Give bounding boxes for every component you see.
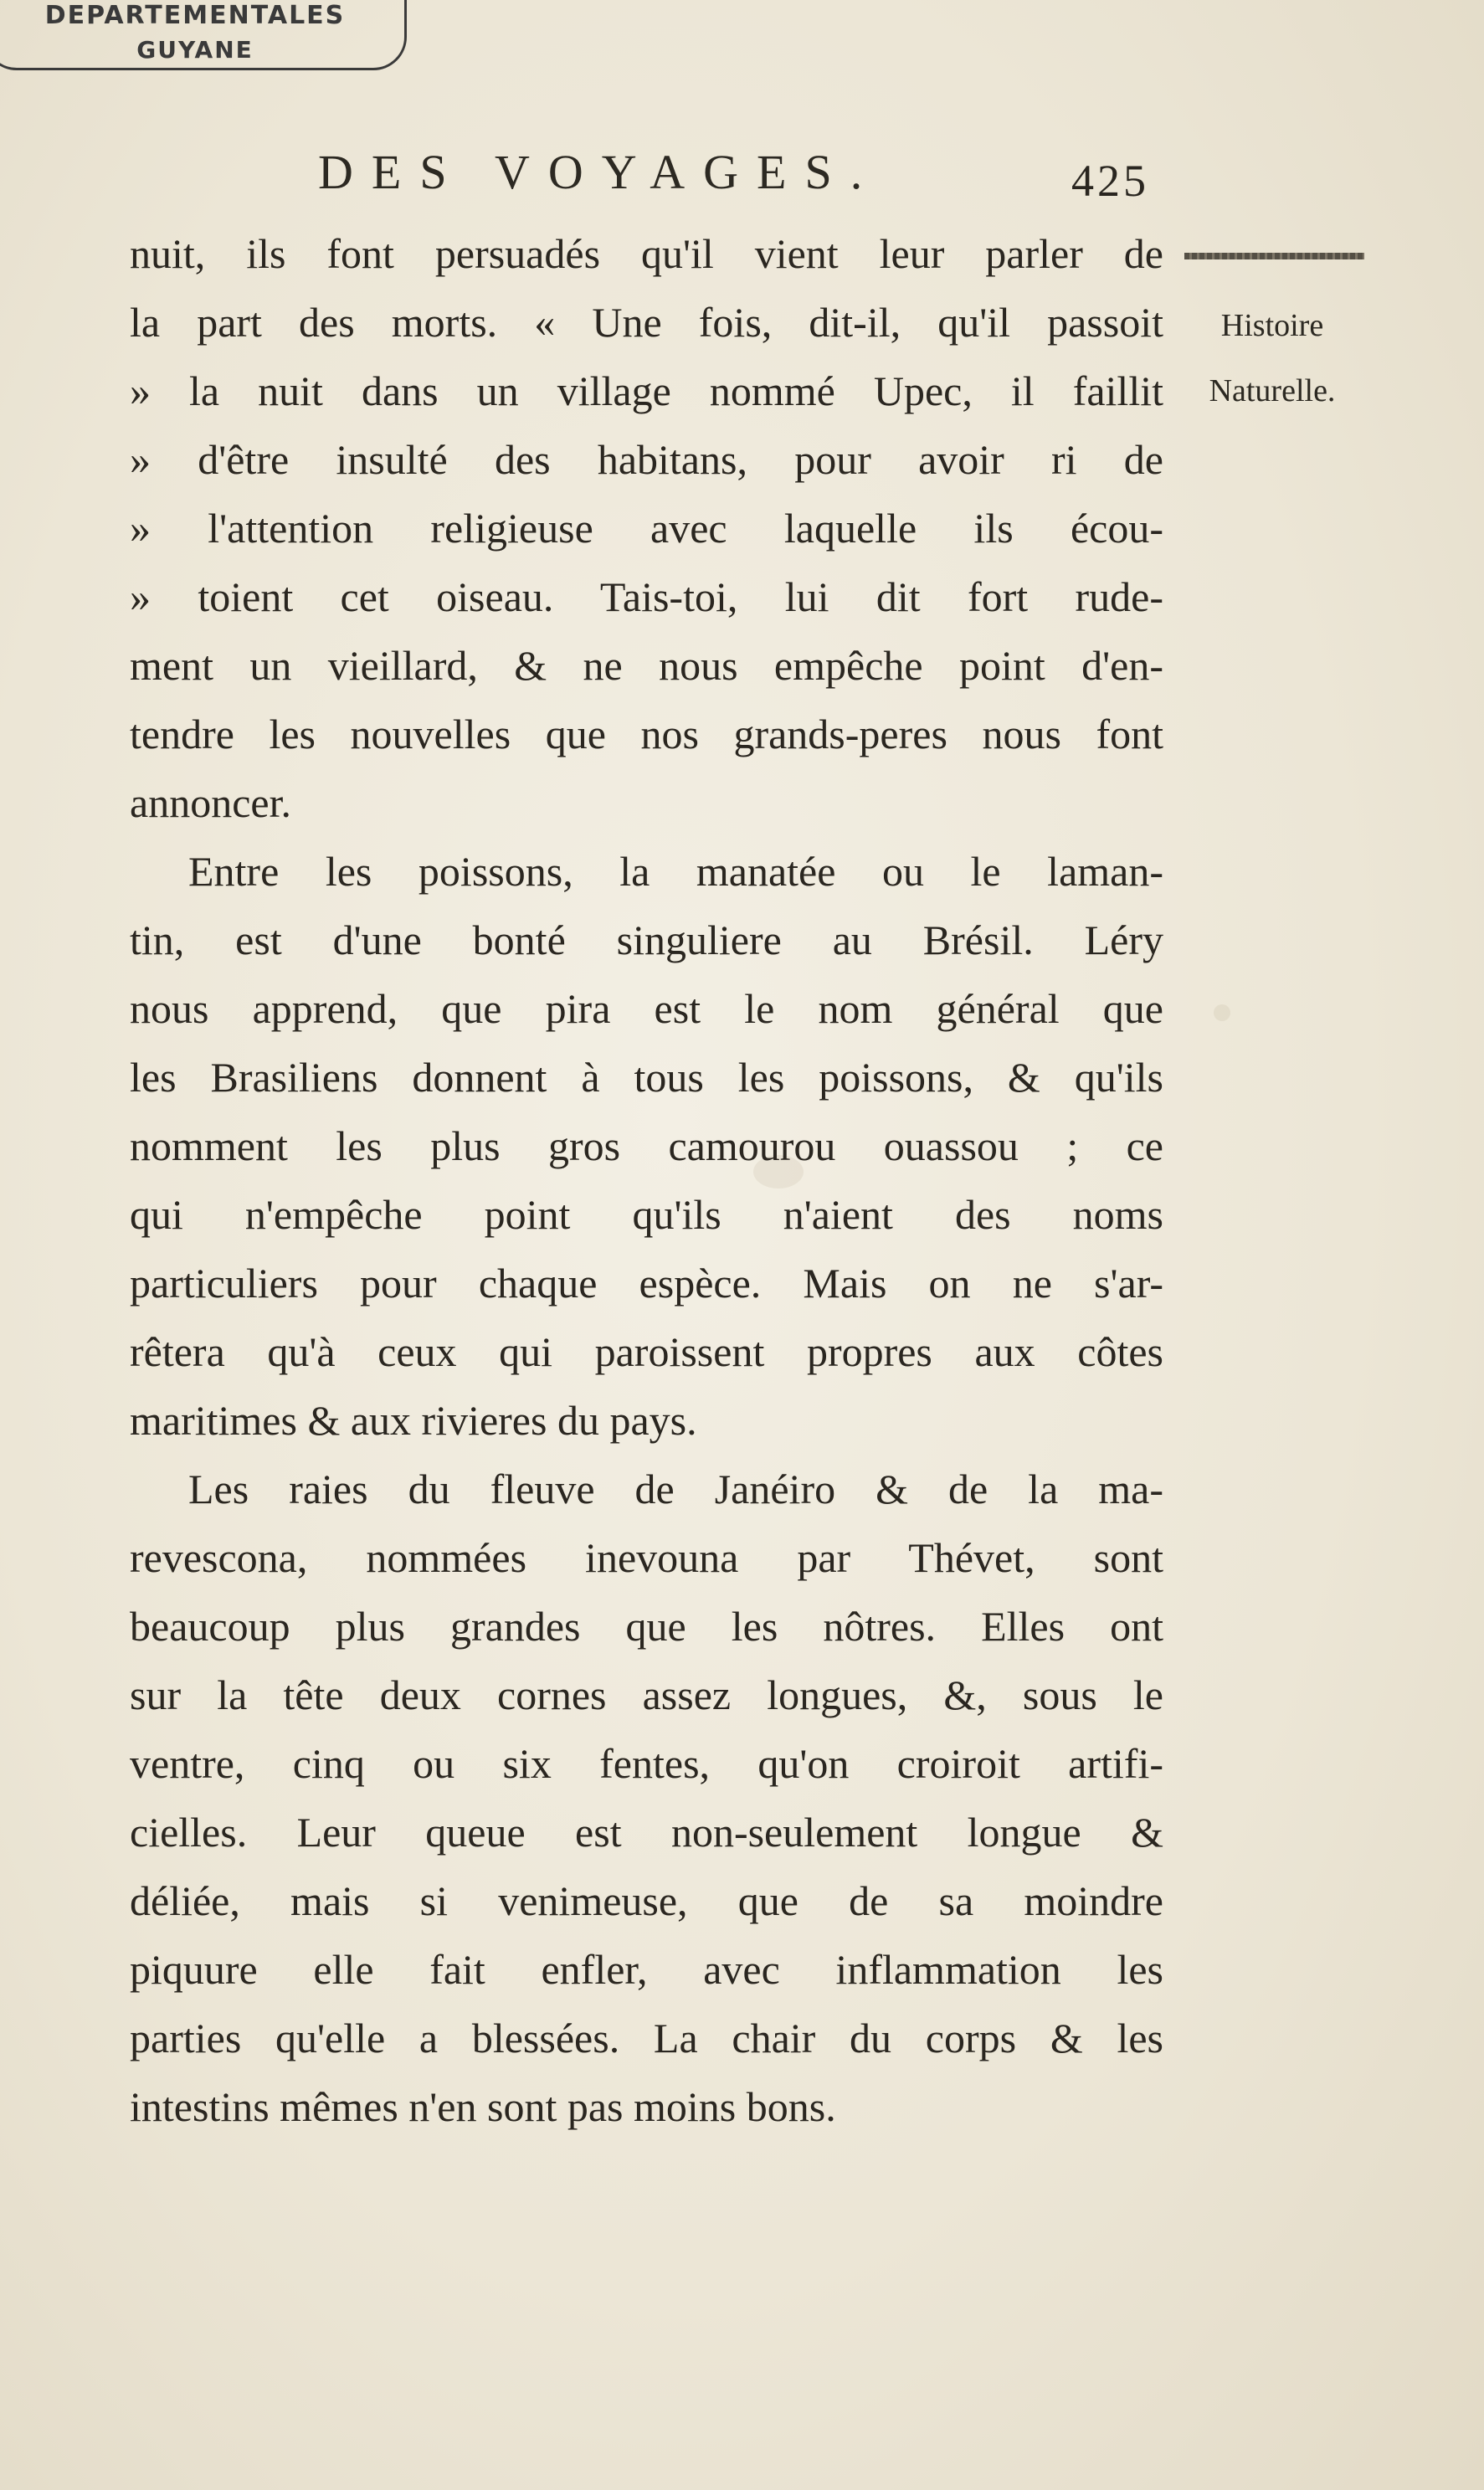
library-stamp — [0, 0, 407, 70]
text-line: déliée, mais si venimeuse, que de sa moindre — [130, 1877, 1163, 1924]
text-line: revescona, nommées inevouna par Thévet, sont — [130, 1534, 1163, 1581]
text-line: nuit, ils font persuadés qu'il vient leur parler de — [130, 230, 1163, 277]
text-line: Les raies du fleuve de Janéiro & de la ma- — [188, 1466, 1163, 1512]
text-line: les Brasiliens donnent à tous les poissons, & qu'ils — [130, 1054, 1163, 1101]
text-line: annoncer. — [130, 779, 291, 826]
text-line: nomment les plus gros camourou ouassou ; ce — [130, 1122, 1163, 1169]
text-line: beaucoup plus grandes que les nôtres. Elles ont — [130, 1603, 1163, 1650]
text-line: tendre les nouvelles que nos grands-peres nous font — [130, 711, 1163, 757]
stamp-line-1: DEPARTEMENTALES — [44, 1, 346, 30]
text-line: particuliers pour chaque espèce. Mais on ne s'ar- — [130, 1260, 1163, 1307]
body-text — [130, 219, 1163, 2141]
text-line: intestins mêmes n'en sont pas moins bons. — [130, 2083, 836, 2130]
text-line: sur la tête deux cornes assez longues, &, sous le — [130, 1671, 1163, 1718]
text-line: » l'attention religieuse avec laquelle ils écou- — [130, 505, 1163, 552]
text-line: piquure elle fait enfler, avec inflammation les — [130, 1946, 1163, 1993]
text-line: » d'être insulté des habitans, pour avoir ri de — [130, 436, 1163, 483]
margin-rule — [1184, 253, 1364, 259]
stamp-line-2: GUYANE — [136, 36, 254, 64]
text-line: Entre les poissons, la manatée ou le laman- — [188, 848, 1163, 895]
text-line: » la nuit dans un village nommé Upec, il faillit — [130, 367, 1163, 414]
running-title: DES VOYAGES. — [318, 145, 881, 199]
text-line: rêtera qu'à ceux qui paroissent propres aux côtes — [130, 1328, 1163, 1375]
text-line: qui n'empêche point qu'ils n'aient des noms — [130, 1191, 1163, 1238]
margin-note-line: Naturelle. — [1209, 373, 1336, 408]
text-line: » toient cet oiseau. Tais-toi, lui dit fort rude- — [130, 573, 1163, 620]
text-line: ventre, cinq ou six fentes, qu'on croiroit artifi- — [130, 1740, 1163, 1787]
margin-note — [1176, 293, 1368, 424]
text-line: cielles. Leur queue est non-seulement longue & — [130, 1809, 1163, 1856]
text-line: maritimes & aux rivieres du pays. — [130, 1397, 697, 1444]
page-number: 425 — [1071, 156, 1149, 206]
paper-stain — [1214, 1004, 1230, 1021]
text-line: parties qu'elle a blessées. La chair du corps & les — [130, 2015, 1163, 2061]
margin-note-line: Histoire — [1220, 308, 1324, 343]
text-line: tin, est d'une bonté singuliere au Brésil. Léry — [130, 916, 1163, 963]
text-line: la part des morts. « Une fois, dit-il, qu'il passoit — [130, 299, 1163, 346]
text-line: ment un vieillard, & ne nous empêche point d'en- — [130, 642, 1163, 689]
text-line: nous apprend, que pira est le nom général que — [130, 985, 1163, 1032]
